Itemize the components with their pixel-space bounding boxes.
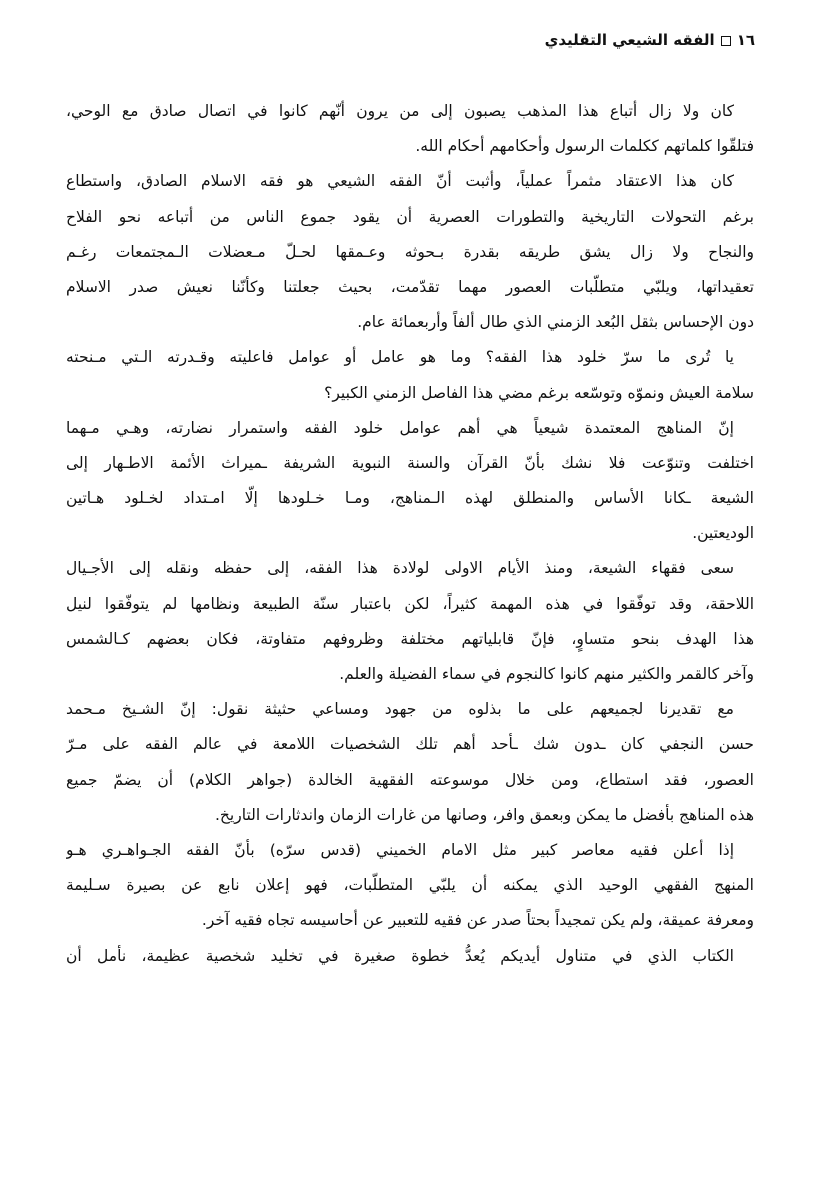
text-line: إذا أعلن فقيه معاصر كبير مثل الامام الخميني (قدس سرّه) بأنّ الفقه الجـواهـري هـو — [66, 840, 734, 859]
text-line: اختلفت وتنوّعت فلا نشك بأنّ القرآن والسنة النبوية الشريفة ـميراث الأئمة الاطـهار إلى — [66, 453, 754, 472]
text-line: برغم التحولات التاريخية والتطورات العصرية أن يقود جموع الناس من أتباعه نحو الفلاح — [66, 207, 754, 226]
text-line: كان ولا زال أتباع هذا المذهب يصبون إلى من يرون أنّهم كانوا في اتصال صادق مع الوحي، — [66, 102, 734, 120]
text-line: الوديعتين. — [692, 524, 754, 543]
running-header — [545, 30, 755, 50]
text-line: اللاحقة، وقد توفّقوا في هذه المهمة كثيراً، لكن باعتبار سنّة الطبيعة ونظامها لم يتوفّقوا لنيل — [66, 594, 754, 613]
text-line: إنّ المناهج المعتمدة شيعياً هي أهم عوامل خلود الفقه واستمرار نضارته، وهـي مـهما — [66, 418, 734, 437]
text-line: يا تُرى ما سرّ خلود هذا الفقه؟ وما هو عامل أو عوامل فاعليته وقـدرته الـتي مـنحته — [66, 348, 734, 367]
text-line: حسن النجفي كان ـدون شك ـأحد أهم تلك الشخصيات اللامعة في عالم الفقه على مـرّ — [66, 735, 754, 754]
text-line: وآخر كالقمر والكثير منهم كانوا كالنجوم في سماء الفضيلة والعلم. — [339, 665, 754, 683]
text-line: العصور، فقد استطاع، ومن خلال موسوعته الفقهية الخالدة (جواهر الكلام) أن يضمّ جميع — [66, 770, 754, 789]
body-text — [66, 94, 754, 974]
running-title: الفقه الشيعي التقليدي — [544, 31, 715, 49]
text-line: تعقيداتها، ويلبّي متطلّبات العصور مهما تقدّمت، بحيث جعلتنا وكأنّنا نعيش صدر الاسلام — [66, 277, 754, 296]
text-line: دون الإحساس بثقل البُعد الزمني الذي طال ألفاً وأربعمائة عام. — [357, 313, 754, 332]
text-line: هذا الهدف بنحو متساوٍ، فإنّ قابلياتهم مختلفة وظروفهم متفاوتة، فكان بعضهم كـالشمس — [66, 629, 754, 648]
text-line: هذه المناهج بأفضل ما يمكن وبعمق وافر، وصانها من غارات الزمان واندثارات التاريخ. — [214, 805, 754, 824]
text-line: ومعرفة عميقة، ولم يكن تمجيداً بحتاً صدر عن فقيه للتعبير عن أحاسيسه تجاه فقيه آخر. — [201, 911, 754, 930]
square-separator-icon — [721, 36, 731, 46]
text-line: فتلقّوا كلماتهم ككلمات الرسول وأحكامهم أحكام الله. — [415, 137, 754, 156]
text-line: الكتاب الذي في متناول أيديكم يُعدُّ خطوة صغيرة في تخليد شخصية عظيمة، نأمل أن — [66, 946, 734, 965]
text-line: سعى فقهاء الشيعة، ومنذ الأيام الاولى لولادة هذا الفقه، إلى حفظه ونقله إلى الأجـيال — [66, 559, 734, 578]
text-line: والنجاح ولا زال يشق طريقه بقدرة بـحوثه وعـمقها لحـلّ مـعضلات الـمجتمعات رغـم — [66, 242, 754, 261]
text-line: كان هذا الاعتقاد مثمراً عملياً، وأثبت أنّ الفقه الشيعي هو فقه الاسلام الصادق، واستطاع — [66, 172, 734, 191]
text-line: الشيعة ـكانا الأساس والمنطلق لهذه الـمناهج، ومـا خـلودها إلّا امـتداد لخـلود هـاتين — [66, 489, 754, 508]
text-line: سلامة العيش ونموّه وتوسّعه برغم مضي هذا الفاصل الزمني الكبير؟ — [324, 383, 754, 402]
text-line: مع تقديرنا لجميعهم على ما بذلوه من جهود ومساعي حثيثة نقول: إنّ الشـيخ مـحمد — [66, 700, 734, 719]
page-number: ١٦ — [736, 31, 755, 49]
text-line: المنهج الفقهي الوحيد الذي يمكنه أن يلبّي المتطلّبات، فهو إعلان نابع عن بصيرة سـليمة — [66, 876, 754, 895]
